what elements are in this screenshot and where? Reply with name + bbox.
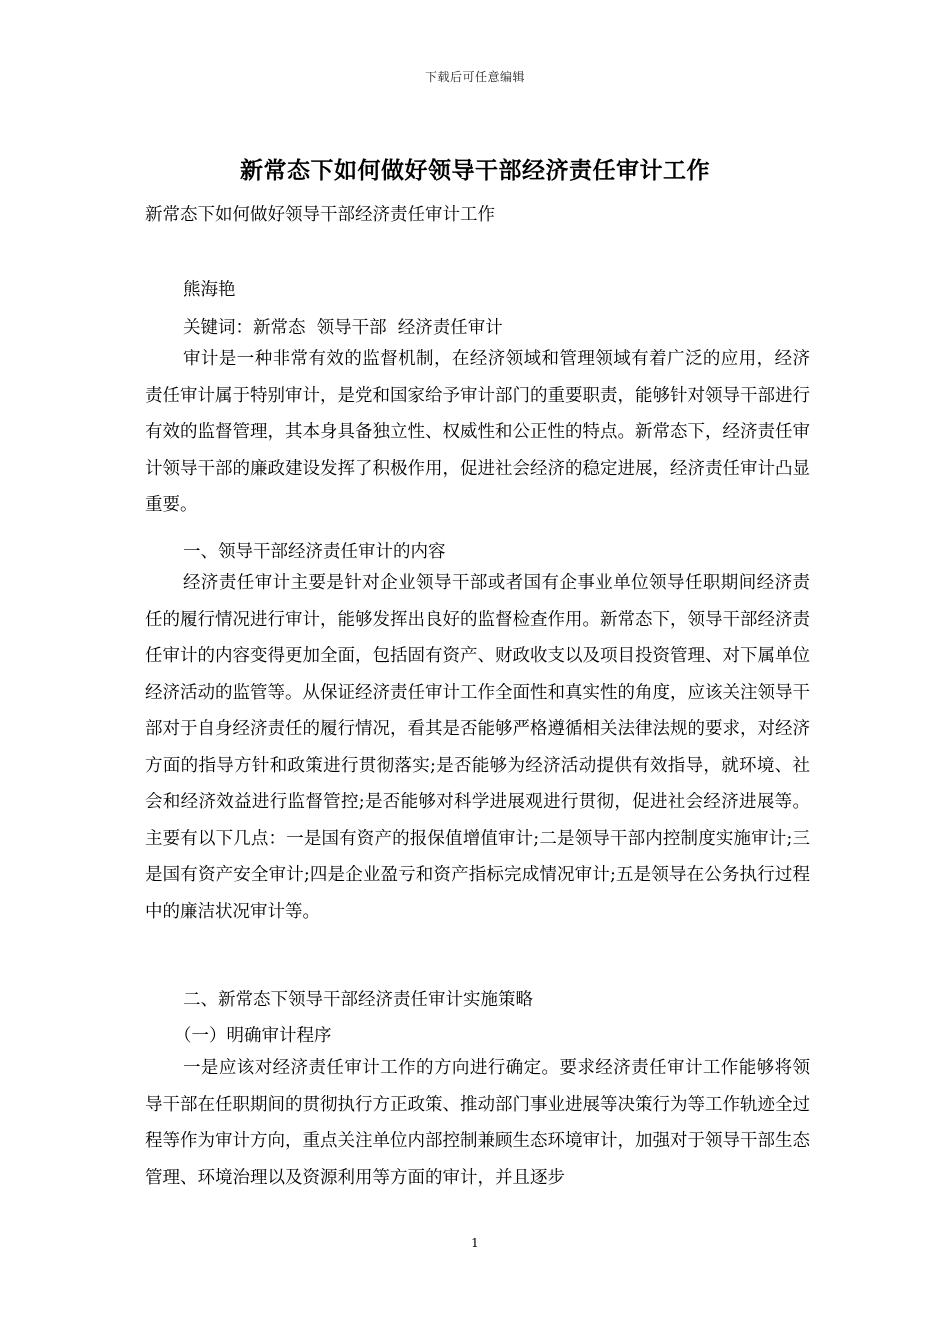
subsection-heading-1: （一）明确审计程序 [174,1026,332,1046]
document-subtitle: 新常态下如何做好领导干部经济责任审计工作 [145,205,495,225]
keywords-line: 关键词：新常态 领导干部 经济责任审计 [183,318,503,338]
paragraph-subsection-1: 一是应该对经济责任审计工作的方向进行确定。要求经济责任审计工作能够将领导干部在任职期间的贯彻执行方正政策、推动部门事业进展等决策行为等工作轨迹全过程等作为审计方向，重点关注单位内部控制兼顾生态环境审计，加强对于领导干部生态管理、环境治理以及资源利用等方面的审计，并且逐步 [145,1058,810,1188]
page-number: 1 [471,1236,479,1250]
section-heading-2: 二、新常态下领导干部经济责任审计实施策略 [183,990,533,1010]
paragraph-section-1: 经济责任审计主要是针对企业领导干部或者国有企事业单位领导任职期间经济责任的履行情况进行审计，能够发挥出良好的监督检查作用。新常态下，领导干部经济责任审计的内容变得更加全面，包括固有资产、财政收支以及项目投资管理、对下属单位经济活动的监管等。从保证经济责任审计工作全面性和真实性的角度，应该关注领导干部对于自身经济责任的履行情况，看其是否能够严格遵循相关法律法规的要求，对经济方面的指导方针和政策进行贯彻落实;是否能够为经济活动提供有效指导，就环境、社会和经济效益进行监督管控;是否能够对科学进展观进行贯彻，促进社会经济进展等。主要有以下几点：一是国有资产的报保值增值审计;二是领导干部内控制度实施审计;三是国有资产安全审计;四是企业盈亏和资产指标完成情况审计;五是领导在公务执行过程中的廉洁状况审计等。 [145,573,810,922]
header-note: 下载后可任意编辑 [424,70,525,84]
paragraph-intro: 审计是一种非常有效的监督机制，在经济领域和管理领域有着广泛的应用，经济责任审计属于特别审计，是党和国家给予审计部门的重要职责，能够针对领导干部进行有效的监督管理，其本身具备独立性、权威性和公正性的特点。新常态下，经济责任审计领导干部的廉政建设发挥了积极作用，促进社会经济的稳定进展，经济责任审计凸显重要。 [145,349,810,515]
document-title: 新常态下如何做好领导干部经济责任审计工作 [240,157,710,184]
author-name: 熊海艳 [183,280,236,300]
section-heading-1: 一、领导干部经济责任审计的内容 [183,542,446,562]
